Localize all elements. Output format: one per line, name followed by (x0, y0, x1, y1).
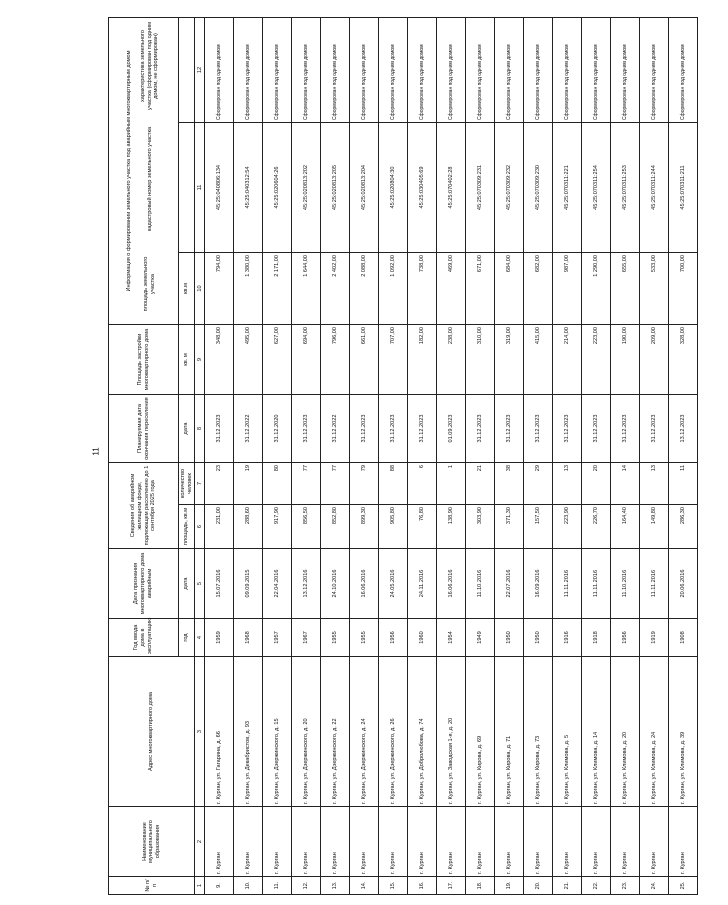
cell-people: 21 (466, 463, 495, 505)
cell-plan: 31.12.2023 (553, 395, 582, 463)
cell-built: 328,00 (669, 325, 698, 395)
cell-land: 1 644,00 (292, 253, 321, 325)
cell-addr: г. Курган, ул. Дзержинского, д. 15 (263, 657, 292, 807)
cell-addr: г. Курган, ул. Кирова, д. 69 (466, 657, 495, 807)
cell-people: 77 (321, 463, 350, 505)
table-body (205, 18, 698, 895)
sub-sqm2: кв.м (179, 253, 195, 325)
cell-char: Сформирован под одним домом (205, 18, 234, 123)
cell-year: 1956 (379, 619, 408, 657)
table-row (321, 18, 350, 895)
cell-n: 21. (553, 877, 582, 895)
cell-rec: 11.10.2016 (466, 549, 495, 619)
cell-plan: 31.12.2023 (495, 395, 524, 463)
header-land-info (109, 18, 179, 325)
cell-area: 149,80 (640, 505, 669, 549)
cell-year: 1954 (437, 619, 466, 657)
cell-n: 9. (205, 877, 234, 895)
cell-mun: г. Курган (321, 807, 350, 877)
cell-plan: 31.12.2023 (640, 395, 669, 463)
cell-rec: 11.10.2016 (611, 549, 640, 619)
cell-char: Сформирован под одним домом (524, 18, 553, 123)
cell-area: 231,00 (205, 505, 234, 549)
cell-year: 1918 (582, 619, 611, 657)
cell-addr: г. Курган, ул. Кирова, д. 71 (495, 657, 524, 807)
cell-char: Сформирован под одним домом (379, 18, 408, 123)
cell-addr: г. Курган, ул. Климова, д. 24 (640, 657, 669, 807)
cell-land: 2 171,00 (263, 253, 292, 325)
cell-year: 1955 (350, 619, 379, 657)
cell-plan: 31.12.2023 (524, 395, 553, 463)
cell-rec: 22.04.2016 (263, 549, 292, 619)
cell-plan: 31.12.2023 (379, 395, 408, 463)
cell-n: 23. (611, 877, 640, 895)
cell-people: 6 (408, 463, 437, 505)
cell-people: 77 (292, 463, 321, 505)
cell-land: 987,00 (553, 253, 582, 325)
cell-plan: 31.12.2023 (408, 395, 437, 463)
cell-char: Сформирован под одним домом (669, 18, 698, 123)
cell-land: 1 380,00 (234, 253, 263, 325)
cell-mun: г. Курган (611, 807, 640, 877)
cell-area: 856,50 (292, 505, 321, 549)
cell-cad: 45:25:020804:30 (379, 123, 408, 253)
cell-people: 88 (379, 463, 408, 505)
header-cadastral: кадастровый номер земельного участка (146, 126, 153, 232)
table-row (524, 18, 553, 895)
cell-mun: г. Курган (234, 807, 263, 877)
cell-cad: 45:25:070311:244 (640, 123, 669, 253)
cell-land: 1 092,00 (379, 253, 408, 325)
cell-char: Сформирован под одним домом (553, 18, 582, 123)
cell-n: 22. (582, 877, 611, 895)
cell-rec: 11.11.2016 (553, 549, 582, 619)
cell-built: 796,00 (321, 325, 350, 395)
cell-rec: 24.11.2016 (408, 549, 437, 619)
table-row (553, 18, 582, 895)
cell-rec: 20.06.2016 (669, 549, 698, 619)
cell-built: 495,00 (234, 325, 263, 395)
cell-built: 182,00 (408, 325, 437, 395)
cell-rec: 09.09.2015 (234, 549, 263, 619)
cell-addr: г. Курган, ул. Дзержинского, д. 26 (379, 657, 408, 807)
cell-land: 2 088,00 (350, 253, 379, 325)
cell-n: 12. (292, 877, 321, 895)
cell-area: 226,70 (582, 505, 611, 549)
sub-people: количество человек (179, 463, 195, 505)
idx-7: 7 (195, 463, 205, 505)
cell-land: 682,00 (524, 253, 553, 325)
cell-mun: г. Курган (437, 807, 466, 877)
cell-addr: г. Курган, ул. Декабристов, д. 93 (234, 657, 263, 807)
cell-built: 214,00 (553, 325, 582, 395)
cell-mun: г. Курган (466, 807, 495, 877)
cell-land: 533,00 (640, 253, 669, 325)
cell-n: 11. (263, 877, 292, 895)
cell-n: 13. (321, 877, 350, 895)
cell-mun: г. Курган (263, 807, 292, 877)
cell-year: 1908 (669, 619, 698, 657)
cell-addr: г. Курган, ул. Дзержинского, д. 24 (350, 657, 379, 807)
cell-year: 1955 (321, 619, 350, 657)
header-characteristic: характеристика земельного участка (сформирован под одним домом, не сформирован) (139, 22, 160, 110)
cell-built: 661,00 (350, 325, 379, 395)
cell-plan: 31.12.2023 (611, 395, 640, 463)
header-fund: Сведения об аварийном жилищном фонде, подлежащем расселению до 1 сентября 2025 года (109, 463, 179, 549)
cell-cad: 45:25:070311:254 (582, 123, 611, 253)
sub-sqm: кв. м (179, 325, 195, 395)
sub-area: площадь, кв.м (179, 505, 195, 549)
cell-mun: г. Курган (669, 807, 698, 877)
cell-n: 25. (669, 877, 698, 895)
cell-mun: г. Курган (292, 807, 321, 877)
cell-area: 899,30 (350, 505, 379, 549)
cell-char: Сформирован под одним домом (408, 18, 437, 123)
table-row (466, 18, 495, 895)
cell-people: 23 (205, 463, 234, 505)
idx-12: 12 (195, 18, 205, 123)
cell-addr: г. Курган, ул. Заводская 1-я, д. 20 (437, 657, 466, 807)
cell-cad: 45:25:020813:205 (321, 123, 350, 253)
cell-mun: г. Курган (379, 807, 408, 877)
cell-addr: г. Курган, ул. Гагарина, д. 66 (205, 657, 234, 807)
cell-year: 1968 (234, 619, 263, 657)
table-row (234, 18, 263, 895)
table-row (640, 18, 669, 895)
table-row (408, 18, 437, 895)
cell-year: 1956 (611, 619, 640, 657)
cell-built: 348,00 (205, 325, 234, 395)
cell-char: Сформирован под одним домом (292, 18, 321, 123)
emergency-housing-table (108, 17, 698, 895)
cell-year: 1950 (495, 619, 524, 657)
cell-built: 627,00 (263, 325, 292, 395)
cell-rec: 13.12.2016 (292, 549, 321, 619)
rotated-page (108, 18, 728, 895)
cell-char: Сформирован под одним домом (466, 18, 495, 123)
cell-built: 694,00 (292, 325, 321, 395)
cell-people: 11 (669, 463, 698, 505)
cell-built: 415,00 (524, 325, 553, 395)
cell-area: 223,90 (553, 505, 582, 549)
cell-cad: 45:25:070311:221 (553, 123, 582, 253)
table-row (205, 18, 234, 895)
cell-rec: 24.05.2016 (379, 549, 408, 619)
idx-3: 3 (195, 657, 205, 807)
cell-addr: г. Курган, ул. Дзержинского, д. 22 (321, 657, 350, 807)
cell-built: 319,00 (495, 325, 524, 395)
cell-land: 738,00 (408, 253, 437, 325)
table-row (495, 18, 524, 895)
table-row (350, 18, 379, 895)
cell-plan: 13.12.2023 (669, 395, 698, 463)
cell-built: 310,00 (466, 325, 495, 395)
table-row (292, 18, 321, 895)
cell-n: 18. (466, 877, 495, 895)
cell-built: 223,00 (582, 325, 611, 395)
cell-people: 13 (553, 463, 582, 505)
cell-plan: 31.12.2023 (582, 395, 611, 463)
land-subheader (139, 20, 161, 322)
cell-char: Сформирован под одним домом (640, 18, 669, 123)
cell-cad: 45:25:020813:202 (292, 123, 321, 253)
header-land-area: площадь земельного участка (143, 256, 156, 312)
cell-people: 13 (640, 463, 669, 505)
cell-cad: 45:25:070311:211 (669, 123, 698, 253)
cell-rec: 16.06.2016 (350, 549, 379, 619)
cell-addr: г. Курган, ул. Кирова, д. 73 (524, 657, 553, 807)
cell-n: 20. (524, 877, 553, 895)
cell-mun: г. Курган (524, 807, 553, 877)
cell-area: 917,90 (263, 505, 292, 549)
header-num: № п/п (109, 877, 195, 895)
cell-plan: 01.09.2023 (437, 395, 466, 463)
cell-land: 2 402,00 (321, 253, 350, 325)
cell-char: Сформирован под одним домом (437, 18, 466, 123)
cell-addr: г. Курган, ул. Климова, д. 5 (553, 657, 582, 807)
cell-year: 1949 (466, 619, 495, 657)
cell-people: 38 (495, 463, 524, 505)
cell-year: 1960 (408, 619, 437, 657)
cell-cad: 45:25:030405:69 (408, 123, 437, 253)
cell-char: Сформирован под одним домом (263, 18, 292, 123)
cell-area: 303,90 (466, 505, 495, 549)
cell-mun: г. Курган (350, 807, 379, 877)
cell-year: 1916 (553, 619, 582, 657)
cell-mun: г. Курган (582, 807, 611, 877)
cell-cad: 45:25:020604:26 (263, 123, 292, 253)
idx-6: 6 (195, 505, 205, 549)
table-row (669, 18, 698, 895)
idx-1: 1 (195, 877, 205, 895)
cell-rec: 16.06.2016 (437, 549, 466, 619)
cell-n: 10. (234, 877, 263, 895)
cell-addr: г. Курган, ул. Климова, д. 20 (611, 657, 640, 807)
cell-char: Сформирован под одним домом (234, 18, 263, 123)
land-info-title: Информация о формировании земельного участка под аварийным многоквартирным домом (126, 50, 133, 292)
cell-people: 79 (350, 463, 379, 505)
cell-area: 905,80 (379, 505, 408, 549)
cell-char: Сформирован под одним домом (321, 18, 350, 123)
cell-people: 1 (437, 463, 466, 505)
idx-11: 11 (195, 123, 205, 253)
cell-n: 16. (408, 877, 437, 895)
cell-land: 794,00 (205, 253, 234, 325)
cell-area: 852,80 (321, 505, 350, 549)
cell-cad: 45:25:040312:54 (234, 123, 263, 253)
cell-cad: 45:25:040806:134 (205, 123, 234, 253)
cell-addr: г. Курган, ул. Климова, д. 14 (582, 657, 611, 807)
cell-mun: г. Курган (640, 807, 669, 877)
cell-land: 469,00 (437, 253, 466, 325)
cell-char: Сформирован под одним домом (582, 18, 611, 123)
sub-date2: дата (179, 395, 195, 463)
cell-land: 684,00 (495, 253, 524, 325)
cell-built: 707,00 (379, 325, 408, 395)
cell-area: 288,60 (234, 505, 263, 549)
header-recognized: Дата признания многоквартирного дома аварийным (109, 549, 179, 619)
cell-char: Сформирован под одним домом (495, 18, 524, 123)
cell-built: 238,00 (437, 325, 466, 395)
table-row (611, 18, 640, 895)
table-row (379, 18, 408, 895)
cell-year: 1919 (640, 619, 669, 657)
cell-mun: г. Курган (495, 807, 524, 877)
header-address: Адрес многоквартирного дома (109, 657, 195, 807)
cell-n: 15. (379, 877, 408, 895)
idx-4: 4 (195, 619, 205, 657)
cell-cad: 45:25:020813:204 (350, 123, 379, 253)
table-row (437, 18, 466, 895)
cell-built: 209,00 (640, 325, 669, 395)
cell-land: 700,00 (669, 253, 698, 325)
cell-year: 1950 (524, 619, 553, 657)
cell-year: 1967 (292, 619, 321, 657)
sub-year: год (179, 619, 195, 657)
cell-land: 655,00 (611, 253, 640, 325)
cell-area: 164,40 (611, 505, 640, 549)
cell-area: 138,90 (437, 505, 466, 549)
idx-5: 5 (195, 549, 205, 619)
cell-plan: 31.12.2023 (205, 395, 234, 463)
cell-area: 371,30 (495, 505, 524, 549)
cell-plan: 31.12.2023 (466, 395, 495, 463)
idx-10: 10 (195, 253, 205, 325)
cell-area: 76,80 (408, 505, 437, 549)
cell-rec: 15.07.2016 (205, 549, 234, 619)
cell-char: Сформирован под одним домом (350, 18, 379, 123)
cell-built: 190,00 (611, 325, 640, 395)
page-number: 11 (91, 447, 101, 456)
cell-n: 19. (495, 877, 524, 895)
idx-8: 8 (195, 395, 205, 463)
cell-land: 1 290,00 (582, 253, 611, 325)
cell-n: 17. (437, 877, 466, 895)
cell-addr: г. Курган, ул. Климова, д. 39 (669, 657, 698, 807)
cell-addr: г. Курган, ул. Добролюбова, д. 74 (408, 657, 437, 807)
cell-rec: 11.11.2016 (582, 549, 611, 619)
table-row (582, 18, 611, 895)
sub-date: дата (179, 549, 195, 619)
cell-char: Сформирован под одним домом (611, 18, 640, 123)
cell-rec: 22.07.2016 (495, 549, 524, 619)
cell-people: 14 (611, 463, 640, 505)
cell-land: 671,00 (466, 253, 495, 325)
idx-2: 2 (195, 807, 205, 877)
cell-plan: 31.12.2022 (234, 395, 263, 463)
cell-people: 29 (524, 463, 553, 505)
cell-people: 20 (582, 463, 611, 505)
cell-plan: 31.12.2023 (292, 395, 321, 463)
header-municipality: Наименование муниципального образования (109, 807, 195, 877)
cell-year: 1957 (263, 619, 292, 657)
cell-area: 157,50 (524, 505, 553, 549)
cell-cad: 45:25:070309:231 (466, 123, 495, 253)
idx-9: 9 (195, 325, 205, 395)
header-planned: Планируемая дата окончания переселения (109, 395, 179, 463)
cell-cad: 45:25:070402:28 (437, 123, 466, 253)
cell-rec: 11.11.2016 (640, 549, 669, 619)
cell-mun: г. Курган (205, 807, 234, 877)
table-row (263, 18, 292, 895)
cell-n: 24. (640, 877, 669, 895)
cell-n: 14. (350, 877, 379, 895)
cell-year: 1959 (205, 619, 234, 657)
cell-addr: г. Курган, ул. Дзержинского, д. 20 (292, 657, 321, 807)
cell-rec: 24.10.2016 (321, 549, 350, 619)
cell-mun: г. Курган (408, 807, 437, 877)
cell-plan: 31.12.2020 (263, 395, 292, 463)
cell-rec: 16.09.2016 (524, 549, 553, 619)
cell-plan: 31.12.2023 (350, 395, 379, 463)
cell-area: 286,30 (669, 505, 698, 549)
cell-cad: 45:25:070311:253 (611, 123, 640, 253)
cell-people: 80 (263, 463, 292, 505)
header-built-area: Площадь застройки многоквартирного дома (109, 325, 179, 395)
cell-people: 19 (234, 463, 263, 505)
cell-mun: г. Курган (553, 807, 582, 877)
header-year: Год ввода дома в эксплуатацию (109, 619, 179, 657)
cell-cad: 45:25:070309:232 (495, 123, 524, 253)
cell-plan: 31.12.2022 (321, 395, 350, 463)
cell-cad: 45:25:070309:230 (524, 123, 553, 253)
